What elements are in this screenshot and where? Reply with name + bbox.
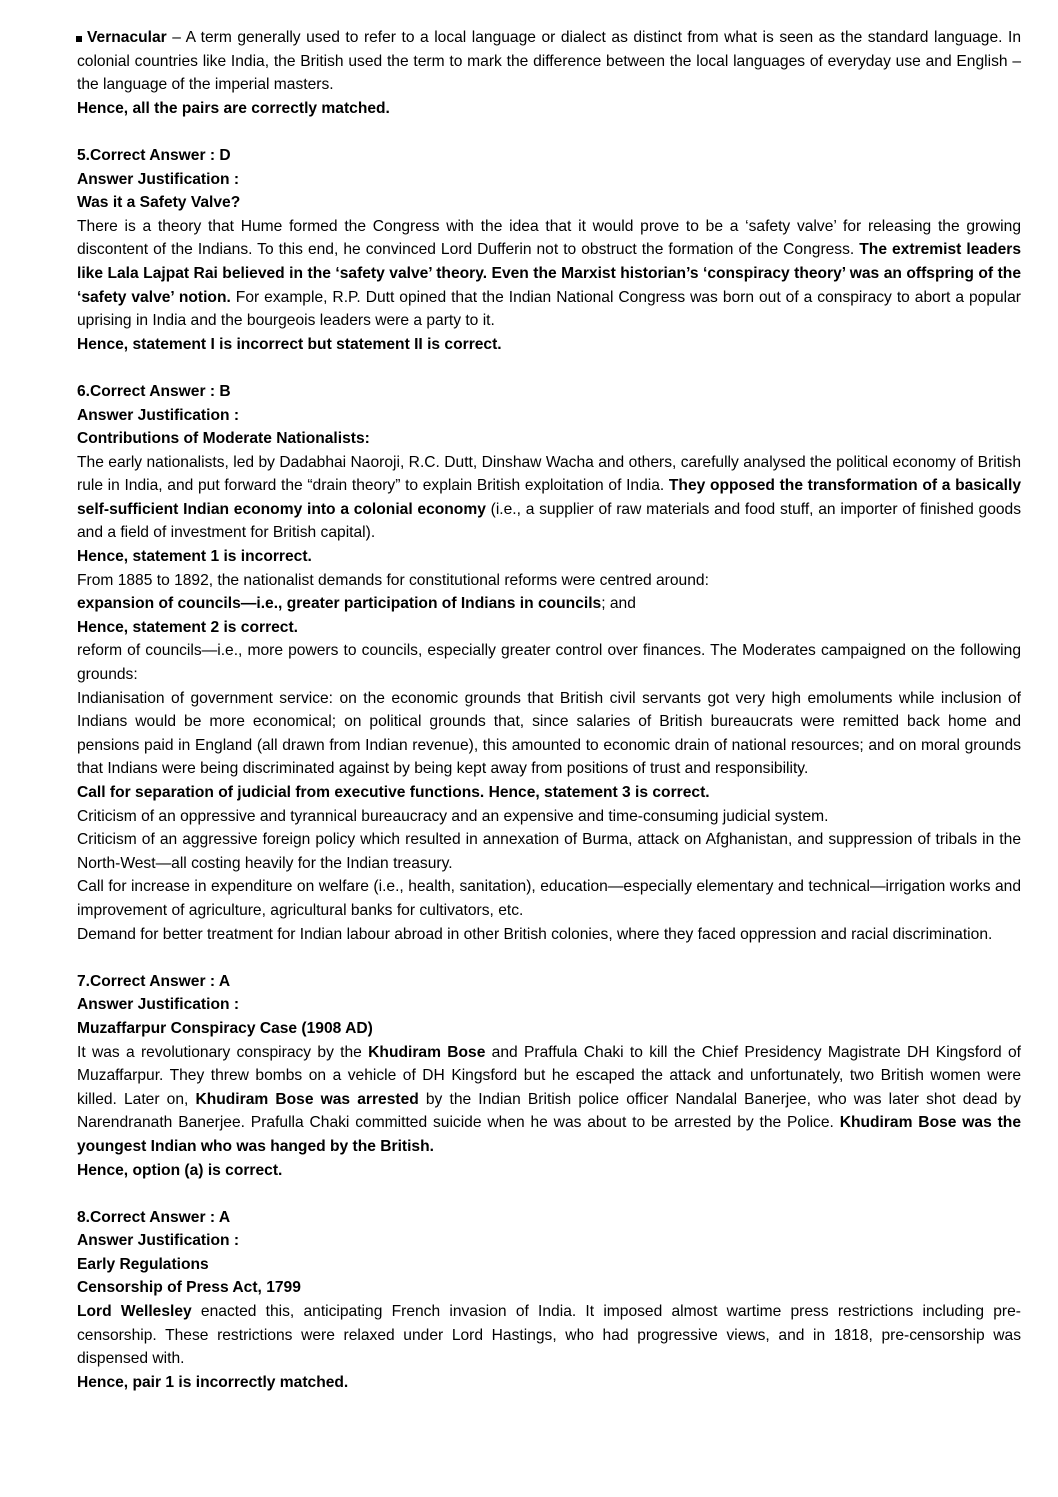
q7-answer: 7.Correct Answer : A: [77, 972, 231, 990]
q4-conclusion: Hence, all the pairs are correctly matched.: [77, 99, 390, 117]
q8-heading-censorship-act: Censorship of Press Act, 1799: [77, 1279, 301, 1297]
q6-welfare-expenditure: Call for increase in expenditure on welfare (i.e., health, sanitation), education—especially elementary and technical—irrigation works and improvement of agriculture, agricultural banks for cultivators, etc.: [77, 878, 1021, 919]
q8-paragraph: Lord Wellesley enacted this, anticipating French invasion of India. It imposed almost wartime press restrictions including pre-censorship. These restrictions were relaxed under Lord Hastings, who had progressive views, and in 1818, pre-censorship was dispensed with.: [77, 1303, 1021, 1368]
q7-paragraph: It was a revolutionary conspiracy by the Khudiram Bose and Praffula Chaki to kill the Chief Presidency Magistrate DH Kingsford of Muzaffarpur. They threw bombs on a vehicle of DH Kingsford but he escaped the attack and unfortunately, two British women were killed. Later on, Khudiram Bose was arrested by the Indian British police officer Nandalal Banerjee, who was later shot dead by Narendranath Banerjee. Prafulla Chaki committed suicide when he was about to be arrested by the Police. Khudiram Bose was the youngest Indian who was hanged by the British.: [77, 1043, 1021, 1155]
q8-conclusion: Hence, pair 1 is incorrectly matched.: [77, 1373, 349, 1391]
q5-heading: Was it a Safety Valve?: [77, 194, 241, 212]
q8-answer: 8.Correct Answer : A: [77, 1208, 231, 1226]
q7-justification-label: Answer Justification :: [77, 996, 240, 1014]
vernacular-term: Vernacular: [87, 29, 167, 46]
q8-heading-early-regulations: Early Regulations: [77, 1255, 209, 1273]
vernacular-paragraph: [77, 26, 1021, 97]
q6-statement-1: Hence, statement 1 is incorrect.: [77, 548, 312, 566]
q6-statement-2: Hence, statement 2 is correct.: [77, 618, 299, 636]
q7-conclusion: Hence, option (a) is correct.: [77, 1161, 283, 1179]
q5-paragraph: There is a theory that Hume formed the Congress with the idea that it would prove to be a ‘safety valve’ for releasing the growing discontent of the Indians. To this end, he convinced Lord Dufferin not to obstruct the formation of the Congress. The extremist leaders like Lala Lajpat Rai believed in the ‘safety valve’ theory. Even the Marxist historian’s ‘conspiracy theory’ was an offspring of the ‘safety valve’ notion. For example, R.P. Dutt opined that the Indian National Congress was born out of a conspiracy to abort a popular uprising in India and the bourgeois leaders were a party to it.: [77, 217, 1021, 330]
q6-heading: Contributions of Moderate Nationalists:: [77, 430, 370, 448]
q6-answer: 6.Correct Answer : B: [77, 382, 231, 400]
q6-paragraph-drain-theory: The early nationalists, led by Dadabhai Naoroji, R.C. Dutt, Dinshaw Wacha and others, carefully analysed the political economy of British rule in India, and put forward the “drain theory” to explain British exploitation of India. They opposed the transformation of a basically self-sufficient Indian economy into a colonial economy (i.e., a supplier of raw materials and food stuff, an importer of finished goods and a field of investment for British capital).: [77, 453, 1022, 542]
q7-heading: Muzaffarpur Conspiracy Case (1908 AD): [77, 1019, 373, 1037]
q6-paragraph-demands: From 1885 to 1892, the nationalist demands for constitutional reforms were centred around:: [77, 571, 709, 589]
document-page: [77, 26, 1021, 1394]
q5-conclusion: Hence, statement I is incorrect but statement II is correct.: [77, 335, 502, 353]
q8-justification-label: Answer Justification :: [77, 1232, 240, 1250]
q6-criticism-bureaucracy: Criticism of an oppressive and tyrannical bureaucracy and an expensive and time-consuming judicial system.: [77, 807, 829, 825]
q6-statement-3: Call for separation of judicial from executive functions. Hence, statement 3 is correct.: [77, 784, 710, 801]
vernacular-definition: – A term generally used to refer to a local language or dialect as distinct from what is seen as the standard language. In colonial countries like India, the British used the term to mark the difference between the local languages of everyday use and English – the language of the imperial masters.: [77, 29, 1021, 94]
q5-answer: 5.Correct Answer : D: [77, 146, 231, 164]
bullet-icon: [76, 36, 82, 42]
q6-indianisation: Indianisation of government service: on the economic grounds that British civil servants got very high emoluments while inclusion of Indians would be more economical; on political grounds that, since salaries of British bureaucrats were remitted back home and pensions paid in England (all drawn from Indian revenue), this amounted to economic drain of national resources; and on moral grounds that Indians were being discriminated against by being kept away from positions of trust and responsibility.: [77, 689, 1021, 778]
q6-justification-label: Answer Justification :: [77, 406, 240, 424]
q6-indian-labour: Demand for better treatment for Indian labour abroad in other British colonies, where they faced oppression and racial discrimination.: [77, 925, 993, 943]
q6-criticism-foreign-policy: Criticism of an aggressive foreign policy which resulted in annexation of Burma, attack on Afghanistan, and suppression of tribals in the North-West—all costing heavily for the Indian treasury.: [77, 831, 1021, 872]
q5-justification-label: Answer Justification :: [77, 170, 240, 188]
q6-reform-of-councils: reform of councils—i.e., more powers to councils, especially greater control over finances. The Moderates campaigned on the following grounds:: [77, 642, 1021, 684]
q6-expansion-of-councils: expansion of councils—i.e., greater participation of Indians in councils; and: [77, 595, 636, 613]
